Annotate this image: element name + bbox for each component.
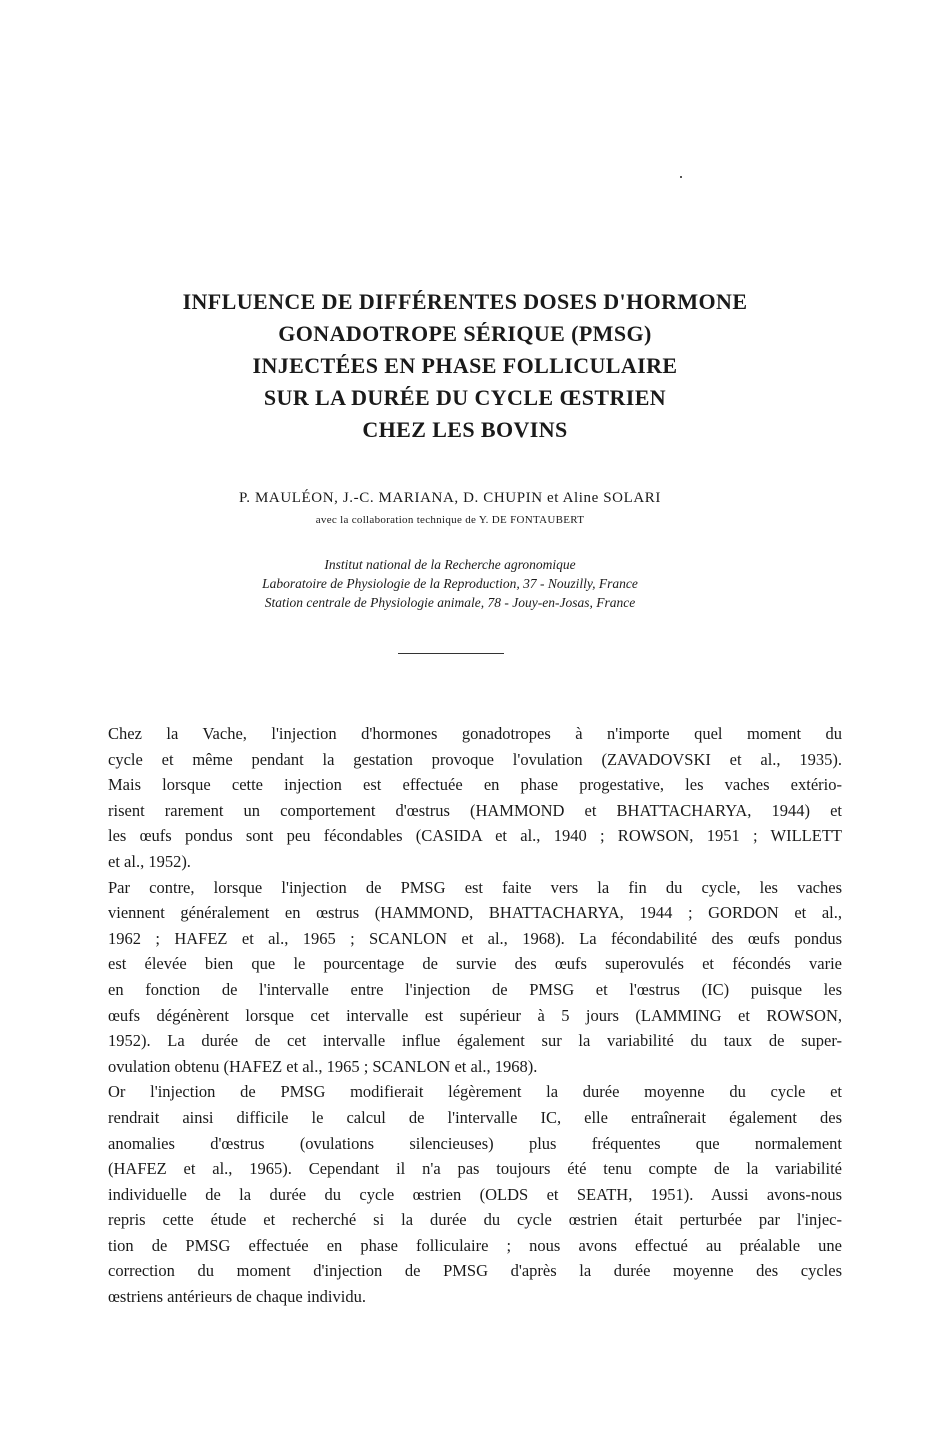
- separator-rule: [398, 653, 504, 654]
- body-line: ovulation obtenu (HAFEZ et al., 1965 ; SCANLON et al., 1968).: [108, 1056, 538, 1076]
- affiliation-line: Laboratoire de Physiologie de la Reproduction, 37 - Nouzilly, France: [262, 576, 638, 591]
- technical-collaboration: avec la collaboration technique de Y. DE FONTAUBERT: [315, 514, 585, 526]
- affiliations: [0, 555, 900, 612]
- body-line: œufs dégénèrent lorsque cet intervalle est supérieur à 5 jours (LAMMING et ROWSON,: [108, 1005, 842, 1025]
- body-line: rendrait ainsi difficile le calcul de l'intervalle IC, elle entraînerait également des: [108, 1107, 842, 1127]
- body-line: (HAFEZ et al., 1965). Cependant il n'a pas toujours été tenu compte de la variabilité: [108, 1159, 842, 1179]
- affiliation-line: Institut national de la Recherche agronomique: [324, 557, 576, 572]
- body-line: cycle et même pendant la gestation provoque l'ovulation (ZAVADOVSKI et al., 1935).: [108, 749, 842, 769]
- body-line: correction du moment d'injection de PMSG d'après la durée moyenne des cycles: [108, 1261, 842, 1281]
- body-line: risent rarement un comportement d'œstrus (HAMMOND et BHATTACHARYA, 1944) et: [108, 800, 842, 820]
- article-title: [0, 286, 930, 446]
- body-line: viennent généralement en œstrus (HAMMOND, BHATTACHARYA, 1944 ; GORDON et al.,: [108, 903, 842, 923]
- body-line: tion de PMSG effectuée en phase folliculaire ; nous avons effectué au préalable une: [108, 1235, 842, 1255]
- body-line: Chez la Vache, l'injection d'hormones gonadotropes à n'importe quel moment du: [108, 724, 842, 743]
- body-line: 1962 ; HAFEZ et al., 1965 ; SCANLON et al., 1968). La fécondabilité des œufs pondus: [108, 928, 842, 948]
- body-line: et al., 1952).: [108, 851, 191, 871]
- body-line: Par contre, lorsque l'injection de PMSG est faite vers la fin du cycle, les vaches: [108, 877, 842, 897]
- body-line: Mais lorsque cette injection est effectuée en phase progestative, les vaches extério-: [108, 775, 842, 795]
- authors: P. MAULÉON, J.-C. MARIANA, D. CHUPIN et Aline SOLARI: [238, 490, 662, 506]
- body-line: repris cette étude et recherché si la durée du cycle œstrien était perturbée par l'injec-: [108, 1210, 842, 1230]
- title-line: GONADOTROPE SÉRIQUE (PMSG): [278, 321, 652, 346]
- body-line: Or l'injection de PMSG modifierait légèrement la durée moyenne du cycle et: [108, 1082, 842, 1102]
- body-line: les œufs pondus sont peu fécondables (CASIDA et al., 1940 ; ROWSON, 1951 ; WILLETT: [108, 826, 842, 846]
- body-line: est élevée bien que le pourcentage de survie des œufs superovulés et fécondés varie: [108, 954, 842, 974]
- title-line: SUR LA DURÉE DU CYCLE ŒSTRIEN: [263, 385, 667, 410]
- title-line: CHEZ LES BOVINS: [362, 417, 568, 442]
- title-line: INJECTÉES EN PHASE FOLLICULAIRE: [252, 353, 678, 378]
- article-body: [108, 721, 842, 1310]
- title-line: INFLUENCE DE DIFFÉRENTES DOSES D'HORMONE: [182, 289, 748, 314]
- body-line: en fonction de l'intervalle entre l'injection de PMSG et l'œstrus (IC) puisque les: [108, 979, 842, 999]
- speck-mark: [680, 176, 682, 178]
- body-line: anomalies d'œstrus (ovulations silencieuses) plus fréquentes que normalement: [108, 1133, 842, 1153]
- body-line: œstriens antérieurs de chaque individu.: [108, 1287, 366, 1307]
- body-line: 1952). La durée de cet intervalle influe également sur la variabilité du taux de super-: [108, 1031, 842, 1051]
- affiliation-line: Station centrale de Physiologie animale, 78 - Jouy-en-Josas, France: [264, 595, 636, 610]
- body-line: individuelle de la durée du cycle œstrien (OLDS et SEATH, 1951). Aussi avons-nous: [108, 1184, 842, 1204]
